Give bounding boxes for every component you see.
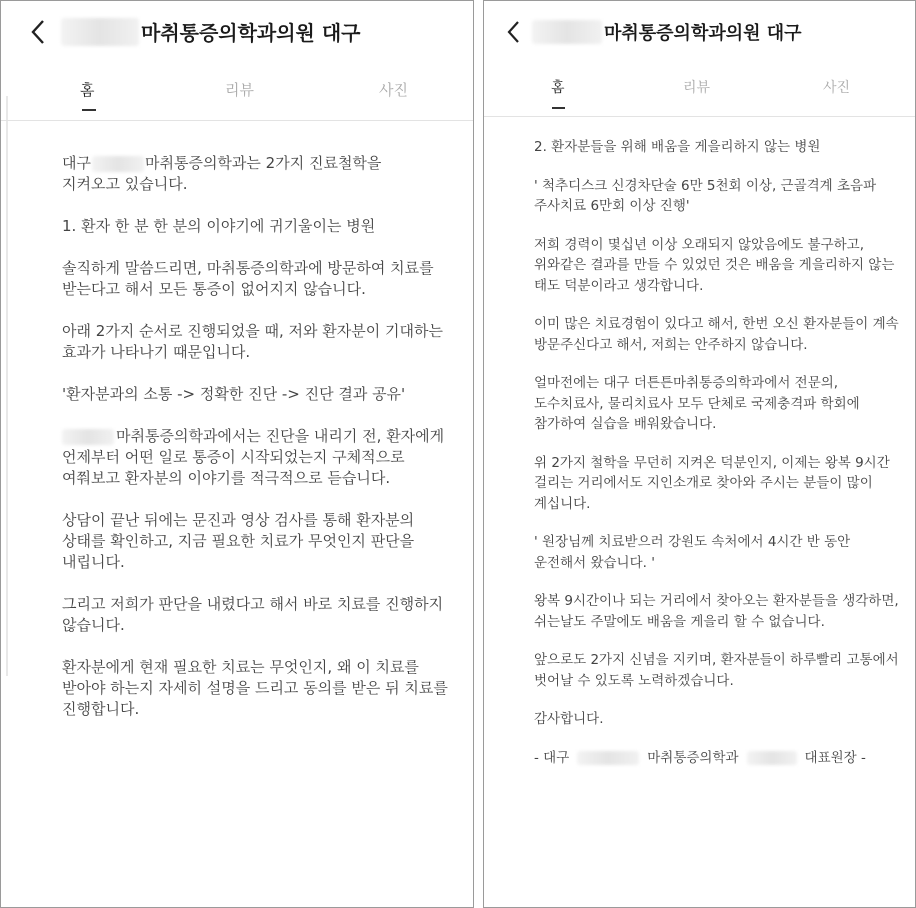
tab-photos[interactable]: 사진 <box>379 81 408 99</box>
scroll-track <box>6 96 8 676</box>
redacted-name <box>62 429 114 445</box>
title-area <box>532 19 802 45</box>
tab-photos[interactable]: 사진 <box>823 80 851 96</box>
paragraph: 얼마전에는 대구 더튼튼마취통증의학과에서 전문의, 도수치료사, 물리치료사 모두 단체로 국제충격파 학회에 참가하여 실습을 배워왔습니다. <box>534 375 860 432</box>
paragraph-text: 마취통증의학과는 2가지 진료철학을 <box>144 154 382 172</box>
paragraph: 아래 2가지 순서로 진행되었을 때, 저와 환자분이 기대하는 효과가 나타나기 때문입니다. <box>62 322 443 361</box>
signature-text: 마취통증의학과 <box>647 749 739 766</box>
chevron-left-icon <box>506 20 520 44</box>
redacted-name <box>92 156 144 172</box>
signature-text: 대표원장 - <box>804 749 866 766</box>
tab-reviews[interactable]: 리뷰 <box>225 81 254 99</box>
paragraph: 상담이 끝난 뒤에는 문진과 영상 검사를 통해 환자분의 상태를 확인하고, 지금 필요한 치료가 무엇인지 판단을 내립니다. <box>62 511 415 571</box>
paragraph: ' 원장님께 치료받으러 강원도 속처에서 4시간 반 동안 운전해서 왔습니다. ' <box>534 534 851 571</box>
header <box>1 1 473 63</box>
title-area <box>61 17 360 46</box>
paragraph: 환자분에게 현재 필요한 치료는 무엇인지, 왜 이 치료를 받아야 하는지 자세히 설명을 드리고 동의를 받은 뒤 치료를 진행합니다. <box>62 658 448 718</box>
redacted-name <box>747 751 797 765</box>
paragraph: 앞으로도 2가지 신념을 지키며, 환자분들이 하루빨리 고통에서 벗어날 수 있도록 노력하겠습니다. <box>534 652 899 689</box>
redacted-name <box>532 20 602 44</box>
tab-bar <box>484 63 915 117</box>
tab-home[interactable]: 홈 <box>80 81 95 99</box>
paragraph-text: 지켜오고 있습니다. <box>62 175 188 193</box>
paragraph: 감사합니다. <box>534 711 604 727</box>
paragraph: ' 척추디스크 신경차단술 6만 5천회 이상, 근골격계 초음파 주사치료 6만회 이상 진행' <box>534 177 877 214</box>
tab-active-indicator <box>82 109 96 111</box>
tab-reviews[interactable]: 리뷰 <box>683 80 711 96</box>
paragraph-text: 환자에게 언제부터 어떤 일로 통증이 시작되었는지 구체적으로 여쭤보고 환자분의 이야기를 적극적으로 듣습니다. <box>62 427 445 487</box>
header <box>484 1 915 63</box>
back-button[interactable] <box>23 15 53 49</box>
paragraph: 이미 많은 치료경험이 있다고 해서, 한번 오신 환자분들이 계속 방문주신다고 해서, 저희는 안주하지 않습니다. <box>534 316 899 353</box>
page-title: 마취통증의학과의원 대구 <box>141 21 361 45</box>
tab-active-indicator <box>552 107 565 109</box>
paragraph: 저희 경력이 몇십년 이상 오래되지 않았음에도 불구하고, 위와같은 결과를 만들 수 있었던 것은 배움을 게을리하지 않는 태도 덕분이라고 생각합니다. <box>534 236 895 294</box>
paragraph: 왕복 9시간이나 되는 거리에서 찾아오는 환자분들을 생각하면, 쉬는날도 주말에도 배움을 게을리 할 수 없습니다. <box>534 593 899 630</box>
paragraph-text: 마취통증의학과에서는 진단을 내리기 전, <box>116 427 382 445</box>
paragraph: 2. 환자분들을 위해 배움을 게을리하지 않는 병원 <box>534 139 821 155</box>
paragraph: 1. 환자 한 분 한 분의 이야기에 귀기울이는 병원 <box>62 217 376 235</box>
tab-bar <box>1 63 473 121</box>
content-body <box>534 137 904 786</box>
paragraph-text: 대구 <box>62 154 91 172</box>
signature-text: - 대구 <box>534 749 570 766</box>
paragraph: 위 2가지 철학을 무던히 지켜온 덕분인지, 이제는 왕복 9시간 걸리는 거리에서도 지인소개로 찾아와 주시는 분들이 많이 계십니다. <box>534 454 890 512</box>
redacted-name <box>577 751 639 765</box>
paragraph: '환자분과의 소통 -> 정확한 진단 -> 진단 결과 공유' <box>62 385 406 403</box>
paragraph <box>62 153 454 195</box>
paragraph <box>62 426 454 489</box>
chevron-left-icon <box>30 19 46 45</box>
paragraph: 그리고 저희가 판단을 내렸다고 해서 바로 치료를 진행하지 않습니다. <box>62 595 444 634</box>
right-screenshot-panel <box>483 0 916 908</box>
paragraph: 솔직하게 말씀드리면, 마취통증의학과에 방문하여 치료를 받는다고 해서 모든 통증이 없어지지 않습니다. <box>62 259 434 298</box>
page-title: 마취통증의학과의원 대구 <box>604 23 802 44</box>
back-button[interactable] <box>498 15 528 49</box>
redacted-name <box>61 18 139 46</box>
tab-home[interactable]: 홈 <box>551 80 565 96</box>
content-body <box>62 153 454 741</box>
signature <box>534 748 904 769</box>
